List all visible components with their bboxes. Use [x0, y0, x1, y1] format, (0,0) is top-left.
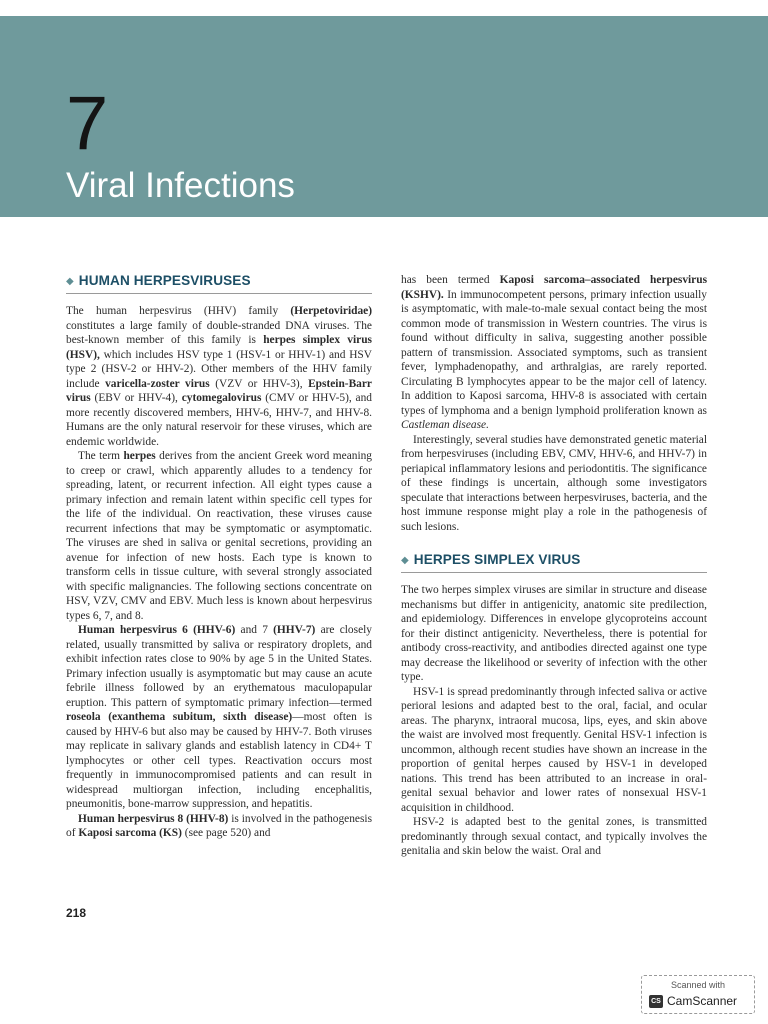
right-column	[401, 273, 707, 859]
section-heading-text: HUMAN HERPESVIRUSES	[78, 273, 251, 288]
text-run: which includes HSV type 1 (HSV-1 or HHV-1) and HSV type 2 (HSV-2 or HHV-2). Other members of the HHV family include	[66, 348, 372, 390]
section-heading-human-herpesviruses	[66, 273, 372, 294]
text-run: constitutes a large family of double-stranded DNA viruses. The best-known member of this family is	[66, 319, 372, 346]
camscanner-watermark	[641, 975, 755, 1014]
paragraph	[66, 449, 372, 623]
text-run: Interestingly, several studies have demonstrated genetic material from herpesviruses (including EBV, CMV, HHV-6, and HHV-7) in periapical inflammatory lesions and periodontitis. The significance of these findings is uncertain, although some investigators speculate that interactions between herpesviruses, bacteria, and the host immune response might play a role in the pathogenesis of such lesions.	[401, 433, 707, 533]
paragraph	[66, 812, 372, 841]
bold-term: Kaposi sarcoma (KS)	[78, 827, 182, 839]
text-run: HSV-2 is adapted best to the genital zones, is transmitted predominantly through sexual contact, and typically involves the genitalia and skin below the waist. Oral and	[401, 816, 707, 857]
bold-term: roseola (exanthema subitum, sixth disease)	[66, 711, 293, 723]
section-heading-text: HERPES SIMPLEX VIRUS	[413, 552, 581, 567]
page-number: 218	[66, 906, 87, 920]
bold-term: (HHV-7)	[273, 624, 316, 636]
left-column	[66, 273, 372, 841]
text-run: (VZV or HHV-3),	[209, 377, 309, 390]
section-heading-herpes-simplex-virus	[401, 552, 707, 573]
text-run: (EBV or HHV-4),	[90, 392, 182, 404]
paragraph	[66, 304, 372, 449]
italic-term: Castleman disease.	[401, 419, 489, 431]
bold-term: varicella-zoster virus	[105, 377, 210, 390]
camscanner-logo-icon: CS	[649, 995, 663, 1008]
paragraph	[401, 433, 707, 535]
bold-term: Human herpesvirus 6 (HHV-6)	[78, 624, 236, 636]
paragraph	[66, 623, 372, 812]
paragraph	[401, 583, 707, 685]
paragraph	[401, 273, 707, 433]
diamond-bullet-icon: ◆	[401, 555, 409, 566]
text-run: The human herpesvirus (HHV) family	[66, 305, 291, 317]
bold-term: Kaposi sarcoma–associated herpesvirus (KSHV).	[401, 274, 708, 301]
text-run: (see page 520) and	[181, 827, 271, 839]
bold-term: (Herpetoviridae)	[290, 305, 372, 317]
bold-term: Human herpesvirus 8 (HHV-8)	[78, 812, 229, 825]
scanned-with-label: Scanned with	[670, 980, 726, 990]
chapter-number: 7	[66, 81, 109, 166]
diamond-bullet-icon: ◆	[66, 276, 74, 287]
text-run: is involved in the pathogenesis of	[66, 812, 372, 839]
bold-term: cytomegalovirus	[181, 392, 262, 404]
text-run: The two herpes simplex viruses are similar in structure and disease mechanisms but differ in antigenicity, anatomic site predilection, and epidemiology. Differences in envelope glycoproteins account for their distinct antigenicity. Nevertheless, there is potential for antibody cross-reactivity, and antibodies directed against one type may decrease the likelihood or severity of infection with the other type.	[401, 584, 707, 683]
text-run: —most often is caused by HHV-6 but also may be caused by HHV-7. Both viruses may replicate in salivary glands and establish latency in CD4+ T lymphocytes or other cell types. Reactivation occurs most frequently in immunocompromised patients and can result in widespread multiorgan infection, including encephalitis, pneumonitis, bone-marrow suppression, and hepatitis.	[66, 711, 372, 810]
paragraph	[401, 815, 707, 859]
bold-term: herpes simplex virus (HSV),	[66, 334, 372, 361]
text-run: has been termed	[401, 274, 500, 286]
text-run: derives from the ancient Greek word meaning to creep or crawl, which apparently alludes to a tendency for spreading, latent, or recurrent infection. All eight types cause a primary infection and remain latent within specific cell types for the life of the individual. On reactivation, these viruses cause recurrent infections that may be symptomatic or asymptomatic. The viruses are shed in saliva or genital secretions, providing an avenue for infection of new hosts. Each type is known to transform cells in tissue culture, with several strongly associated with specific malignancies. The following sections concentrate on HSV, VZV, CMV and EBV. Much less is known about herpesvirus types 6, 7, and 8.	[66, 450, 372, 622]
camscanner-name: CamScanner	[667, 994, 738, 1008]
chapter-banner	[0, 16, 768, 217]
text-run: The term	[78, 450, 124, 462]
text-run: are closely related, usually transmitted by saliva or respiratory droplets, and exhibit infection rates close to 90% by age 5 in the United States. Primary infection usually is asymptomatic but may cause an acute febrile illness followed by an erythematous maculopapular eruption. This pattern of symptomatic primary infection—termed	[66, 624, 372, 709]
bold-term: Epstein-Barr virus	[66, 377, 372, 404]
text-run: and 7	[235, 624, 274, 636]
chapter-title: Viral Infections	[66, 166, 295, 205]
paragraph	[401, 685, 707, 816]
bold-term: herpes	[123, 450, 156, 462]
page-top-margin	[0, 0, 768, 16]
text-run: In immunocompetent persons, primary infection usually is asymptomatic, with male-to-male sexual contact being the most common mode of transmission in Western countries. The virus is found without difficulty in saliva, suggesting another possible pattern of transmission. Associated symptoms, such as transient fever, lymphadenopathy, and arthralgias, are rarely reported. Circulating B lymphocytes appear to be the major cell of latency. In addition to Kaposi sarcoma, HHV-8 is associated with certain types of lymphoma and a benign lymphoid proliferation known as	[401, 288, 707, 417]
text-run: (CMV or HHV-5), and more recently discovered members, HHV-6, HHV-7, and HHV-8. Humans are the only natural reservoir for these viruses, which are endemic worldwide.	[66, 392, 373, 448]
text-run: HSV-1 is spread predominantly through infected saliva or active perioral lesions and adapted best to the oral, facial, and ocular areas. The pharynx, intraoral mucosa, lips, eyes, and skin above the waist are involved most frequently. Genital HSV-1 infection is uncommon, although recent studies have shown an increase in the proportion of genital herpes caused by HSV-1 in developed nations. This trend has been attributed to an increase in oral-genital sexual behavior and lower rates of nonsexual HSV-1 acquisition in childhood.	[401, 685, 707, 814]
